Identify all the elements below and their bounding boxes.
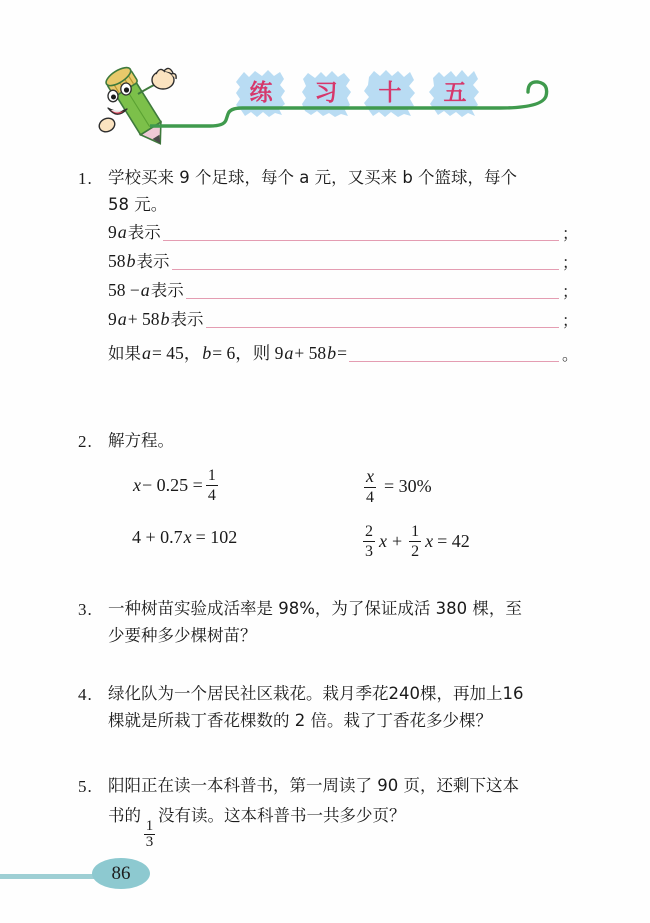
condition-eq-2: = 6，则 9 <box>212 343 284 364</box>
fill-3-expression: 58 − <box>108 280 140 301</box>
equation-2-numerator: x <box>366 465 374 486</box>
equation-1-lhs: − 0.25 = <box>142 474 203 495</box>
fill-2-text: 表示 <box>136 252 170 272</box>
fill-4-variable-a: a <box>117 309 127 330</box>
exercise-3-line-1: 一种树苗实验成活率是 98%，为了保证成活 380 棵，至 <box>108 599 522 618</box>
answer-blank-2[interactable] <box>172 268 559 270</box>
exercise-5-line-2 <box>108 800 588 852</box>
equation-3-lhs: 4 + 0.7 <box>132 526 183 547</box>
equation-1-numerator: 1 <box>207 466 216 484</box>
fill-row-4 <box>108 305 578 334</box>
condition-eq-1: = 45， <box>152 343 202 364</box>
exercise-number: 1. <box>78 169 93 188</box>
title-char: 练 <box>249 79 273 106</box>
equation-4-variable-2: x <box>425 530 434 551</box>
equation-4-numerator-2: 1 <box>411 522 420 540</box>
exercise-5-numerator: 1 <box>145 817 154 834</box>
fill-4-terminator: ； <box>561 312 578 330</box>
equation-1-denominator: 4 <box>207 486 216 504</box>
answer-blank-condition[interactable] <box>349 360 559 362</box>
page-header <box>0 48 650 153</box>
equation-3 <box>132 523 237 552</box>
exercise-5-denominator: 3 <box>145 834 154 851</box>
equation-2-fraction <box>363 467 377 507</box>
exercise-2-prompt: 解方程。 <box>108 431 174 450</box>
page-footer <box>0 855 650 905</box>
equation-row-2 <box>108 515 578 567</box>
fill-row-3 <box>108 276 578 305</box>
condition-var-c: a <box>284 343 294 364</box>
page-number: 86 <box>111 862 131 884</box>
fill-1-coefficient: 9 <box>108 222 117 243</box>
fill-2-coefficient: 58 <box>108 251 126 272</box>
fill-row-condition <box>108 334 578 368</box>
fill-2-terminator: ； <box>561 254 578 272</box>
title-char-patch-1 <box>300 68 352 118</box>
fill-4-text: 表示 <box>170 310 204 330</box>
title-char: 十 <box>378 79 402 106</box>
exercise-number: 2. <box>78 432 93 451</box>
exercise-3 <box>78 596 588 649</box>
exercise-1-line-2: 58 元。 <box>108 194 168 214</box>
fill-1-variable: a <box>117 222 127 243</box>
condition-prefix: 如果 <box>108 344 141 364</box>
fill-2-variable: b <box>126 251 136 272</box>
equation-3-rhs: = 102 <box>195 526 238 547</box>
exercise-5-fraction <box>144 819 155 852</box>
fill-4-expression: + 58 <box>127 309 160 330</box>
exercise-number: 4. <box>78 685 93 704</box>
title-char-patch-0 <box>235 68 287 118</box>
exercise-2 <box>78 428 578 567</box>
title-char: 习 <box>314 79 338 106</box>
exercise-5-line-2-prefix: 书的 <box>108 805 141 825</box>
answer-blank-1[interactable] <box>163 239 559 241</box>
title-char: 五 <box>443 79 467 106</box>
equation-4 <box>360 523 470 561</box>
equation-1-variable: x <box>133 474 141 495</box>
fill-row-2 <box>108 247 578 276</box>
exercise-number: 5. <box>78 777 93 796</box>
equation-1 <box>132 467 221 505</box>
page-number-bubble <box>92 858 150 889</box>
equation-2-rhs: = 30% <box>384 475 432 496</box>
equation-row-1 <box>108 463 578 515</box>
fill-4-coefficient: 9 <box>108 309 117 330</box>
exercise-number: 3. <box>78 600 93 619</box>
equation-3-variable: x <box>183 526 192 547</box>
equation-4-variable-1: x <box>379 530 387 551</box>
equation-2 <box>360 467 432 507</box>
title-band <box>150 48 570 153</box>
equation-4-denominator-2: 2 <box>411 542 420 560</box>
exercise-1-line-1: 学校买来 9 个足球，每个 a 元，又买来 b 个篮球，每个 <box>108 168 518 187</box>
exercise-4-line-2: 棵就是所栽丁香花棵数的 2 倍。栽了丁香花多少棵？ <box>108 710 492 730</box>
fill-3-text: 表示 <box>150 281 184 301</box>
fill-4-variable-b: b <box>160 309 170 330</box>
exercise-1 <box>78 165 578 368</box>
fill-1-terminator: ； <box>561 225 578 243</box>
condition-eq-4: = <box>337 343 347 364</box>
answer-blank-4[interactable] <box>206 326 559 328</box>
condition-eq-3: + 58 <box>294 343 327 364</box>
exercise-4-line-1: 绿化队为一个居民社区栽花。栽月季花240棵，再加上16 <box>108 684 524 703</box>
answer-blank-3[interactable] <box>186 297 559 299</box>
fill-3-terminator: ； <box>561 283 578 301</box>
exercise-5-line-2-suffix: 没有读。这本科普书一共多少页？ <box>158 805 406 825</box>
fill-1-text: 表示 <box>127 223 161 243</box>
exercise-3-line-2: 少要种多少棵树苗？ <box>108 625 257 645</box>
exercise-5-line-1: 阳阳正在读一本科普书，第一周读了 90 页，还剩下这本 <box>108 776 519 795</box>
equation-4-denominator-1: 3 <box>365 542 373 560</box>
equation-2-denominator: 4 <box>366 489 374 507</box>
exercise-5 <box>78 773 588 851</box>
condition-terminator: 。 <box>561 346 578 364</box>
fill-3-variable: a <box>140 280 150 301</box>
fill-row-1 <box>108 218 578 247</box>
equation-4-fraction-1 <box>363 523 375 561</box>
equation-1-fraction <box>206 467 218 505</box>
equation-4-fraction-2 <box>409 523 421 561</box>
exercise-4 <box>78 681 588 734</box>
title-char-patch-2 <box>364 68 416 118</box>
equation-4-operator: + <box>392 530 403 551</box>
condition-var-a: a <box>142 343 151 364</box>
equation-4-rhs: = 42 <box>437 530 470 551</box>
condition-var-d: b <box>327 343 337 364</box>
title-char-patch-3 <box>429 68 481 118</box>
equation-4-numerator-1: 2 <box>365 522 373 540</box>
condition-var-b: b <box>202 343 212 364</box>
